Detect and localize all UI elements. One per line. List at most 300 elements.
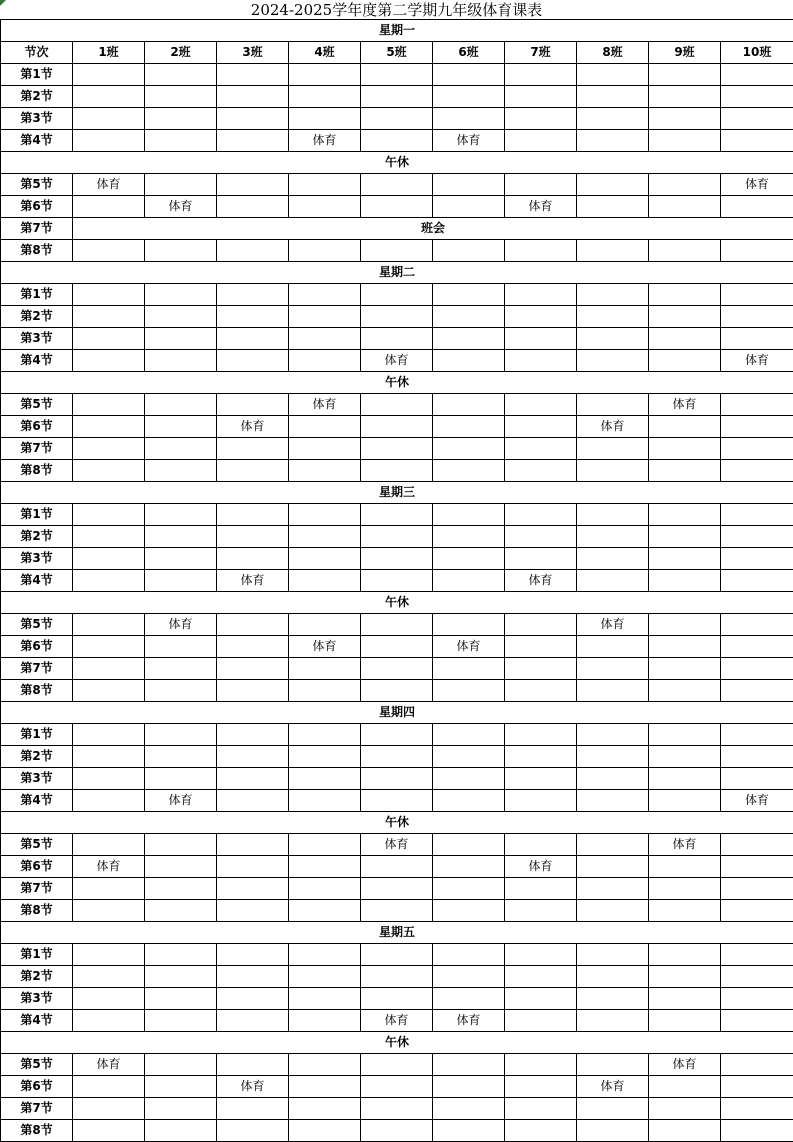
schedule-cell[interactable] xyxy=(145,570,217,592)
schedule-cell[interactable] xyxy=(433,174,505,196)
schedule-cell[interactable] xyxy=(73,526,145,548)
schedule-cell[interactable] xyxy=(505,130,577,152)
schedule-cell[interactable] xyxy=(217,790,289,812)
schedule-cell[interactable] xyxy=(505,878,577,900)
period-label[interactable]: 第6节 xyxy=(1,196,73,218)
column-header-period[interactable]: 节次 xyxy=(1,42,73,64)
schedule-cell[interactable] xyxy=(361,944,433,966)
schedule-cell[interactable] xyxy=(73,1076,145,1098)
schedule-cell[interactable] xyxy=(505,284,577,306)
schedule-cell[interactable] xyxy=(145,174,217,196)
schedule-cell[interactable] xyxy=(721,548,793,570)
schedule-cell[interactable] xyxy=(505,790,577,812)
period-label[interactable]: 第7节 xyxy=(1,438,73,460)
schedule-cell[interactable] xyxy=(721,504,793,526)
schedule-cell[interactable] xyxy=(289,768,361,790)
schedule-cell[interactable] xyxy=(145,878,217,900)
schedule-cell[interactable] xyxy=(505,526,577,548)
schedule-cell[interactable] xyxy=(577,966,649,988)
schedule-cell[interactable] xyxy=(433,988,505,1010)
schedule-cell[interactable] xyxy=(217,680,289,702)
schedule-cell[interactable] xyxy=(217,614,289,636)
schedule-cell[interactable] xyxy=(721,768,793,790)
schedule-cell[interactable] xyxy=(577,1010,649,1032)
schedule-cell[interactable] xyxy=(505,1098,577,1120)
period-label[interactable]: 第6节 xyxy=(1,636,73,658)
schedule-cell[interactable] xyxy=(217,438,289,460)
column-header-class[interactable]: 7班 xyxy=(505,42,577,64)
schedule-cell[interactable] xyxy=(289,284,361,306)
schedule-cell[interactable] xyxy=(721,526,793,548)
day-header[interactable]: 星期一 xyxy=(1,20,793,42)
schedule-cell[interactable] xyxy=(145,64,217,86)
schedule-cell[interactable] xyxy=(361,306,433,328)
schedule-cell[interactable] xyxy=(73,658,145,680)
schedule-cell[interactable] xyxy=(145,724,217,746)
period-label[interactable]: 第3节 xyxy=(1,988,73,1010)
schedule-cell[interactable] xyxy=(649,724,721,746)
schedule-cell[interactable] xyxy=(145,504,217,526)
schedule-cell[interactable] xyxy=(361,526,433,548)
schedule-cell[interactable] xyxy=(361,240,433,262)
schedule-cell[interactable] xyxy=(505,636,577,658)
schedule-cell[interactable] xyxy=(217,196,289,218)
period-label[interactable]: 第3节 xyxy=(1,768,73,790)
schedule-cell[interactable]: 体育 xyxy=(649,834,721,856)
schedule-cell[interactable] xyxy=(217,284,289,306)
schedule-cell[interactable] xyxy=(721,1098,793,1120)
period-label[interactable]: 第8节 xyxy=(1,680,73,702)
schedule-cell[interactable] xyxy=(505,108,577,130)
lunch-break-label[interactable]: 午休 xyxy=(1,812,793,834)
period-label[interactable]: 第1节 xyxy=(1,944,73,966)
schedule-cell[interactable] xyxy=(577,350,649,372)
period-label[interactable]: 第2节 xyxy=(1,306,73,328)
period-label[interactable]: 第4节 xyxy=(1,350,73,372)
schedule-cell[interactable] xyxy=(649,900,721,922)
schedule-cell[interactable] xyxy=(217,988,289,1010)
schedule-cell[interactable] xyxy=(361,658,433,680)
schedule-cell[interactable] xyxy=(361,636,433,658)
schedule-cell[interactable] xyxy=(145,746,217,768)
schedule-cell[interactable] xyxy=(433,680,505,702)
schedule-cell[interactable] xyxy=(361,548,433,570)
schedule-cell[interactable] xyxy=(721,130,793,152)
schedule-cell[interactable] xyxy=(649,966,721,988)
schedule-cell[interactable] xyxy=(361,108,433,130)
schedule-cell[interactable] xyxy=(433,834,505,856)
schedule-cell[interactable] xyxy=(577,636,649,658)
schedule-cell[interactable]: 体育 xyxy=(721,350,793,372)
schedule-cell[interactable] xyxy=(145,1098,217,1120)
schedule-cell[interactable] xyxy=(73,1010,145,1032)
schedule-cell[interactable] xyxy=(505,350,577,372)
schedule-cell[interactable] xyxy=(505,768,577,790)
schedule-cell[interactable] xyxy=(145,636,217,658)
schedule-cell[interactable] xyxy=(433,350,505,372)
schedule-cell[interactable] xyxy=(577,174,649,196)
schedule-cell[interactable] xyxy=(361,878,433,900)
schedule-cell[interactable] xyxy=(577,658,649,680)
schedule-cell[interactable] xyxy=(217,526,289,548)
schedule-cell[interactable] xyxy=(289,548,361,570)
schedule-cell[interactable] xyxy=(73,284,145,306)
schedule-cell[interactable] xyxy=(505,724,577,746)
period-label[interactable]: 第2节 xyxy=(1,746,73,768)
schedule-cell[interactable] xyxy=(721,1010,793,1032)
schedule-cell[interactable] xyxy=(577,680,649,702)
period-label[interactable]: 第4节 xyxy=(1,790,73,812)
schedule-cell[interactable] xyxy=(73,240,145,262)
schedule-cell[interactable] xyxy=(361,614,433,636)
schedule-cell[interactable] xyxy=(577,746,649,768)
schedule-cell[interactable] xyxy=(73,614,145,636)
schedule-cell[interactable] xyxy=(577,130,649,152)
schedule-cell[interactable] xyxy=(217,658,289,680)
lunch-break-label[interactable]: 午休 xyxy=(1,592,793,614)
schedule-cell[interactable] xyxy=(145,834,217,856)
schedule-cell[interactable] xyxy=(145,856,217,878)
schedule-cell[interactable] xyxy=(73,834,145,856)
period-label[interactable]: 第7节 xyxy=(1,1098,73,1120)
schedule-cell[interactable] xyxy=(577,988,649,1010)
schedule-cell[interactable] xyxy=(577,856,649,878)
schedule-cell[interactable] xyxy=(217,724,289,746)
schedule-cell[interactable] xyxy=(577,768,649,790)
schedule-cell[interactable]: 体育 xyxy=(361,1010,433,1032)
schedule-cell[interactable] xyxy=(721,680,793,702)
schedule-cell[interactable] xyxy=(289,86,361,108)
schedule-cell[interactable] xyxy=(505,614,577,636)
schedule-cell[interactable] xyxy=(289,174,361,196)
schedule-cell[interactable] xyxy=(433,306,505,328)
period-label[interactable]: 第8节 xyxy=(1,1120,73,1142)
schedule-cell[interactable] xyxy=(289,416,361,438)
schedule-cell[interactable] xyxy=(505,680,577,702)
schedule-cell[interactable] xyxy=(721,944,793,966)
schedule-cell[interactable] xyxy=(433,64,505,86)
schedule-cell[interactable] xyxy=(145,900,217,922)
schedule-cell[interactable] xyxy=(145,108,217,130)
schedule-cell[interactable] xyxy=(721,306,793,328)
schedule-cell[interactable] xyxy=(721,64,793,86)
schedule-cell[interactable] xyxy=(361,284,433,306)
schedule-cell[interactable] xyxy=(289,900,361,922)
schedule-cell[interactable]: 体育 xyxy=(289,636,361,658)
schedule-cell[interactable] xyxy=(577,108,649,130)
period-label[interactable]: 第6节 xyxy=(1,416,73,438)
period-label[interactable]: 第1节 xyxy=(1,64,73,86)
schedule-cell[interactable] xyxy=(217,856,289,878)
schedule-cell[interactable] xyxy=(505,548,577,570)
schedule-cell[interactable] xyxy=(721,108,793,130)
schedule-cell[interactable] xyxy=(145,284,217,306)
schedule-cell[interactable] xyxy=(721,438,793,460)
schedule-cell[interactable] xyxy=(433,1054,505,1076)
schedule-cell[interactable] xyxy=(73,328,145,350)
schedule-cell[interactable] xyxy=(721,196,793,218)
schedule-cell[interactable] xyxy=(505,306,577,328)
schedule-cell[interactable] xyxy=(289,834,361,856)
schedule-cell[interactable] xyxy=(433,900,505,922)
column-header-class[interactable]: 2班 xyxy=(145,42,217,64)
schedule-cell[interactable] xyxy=(505,746,577,768)
schedule-cell[interactable] xyxy=(577,196,649,218)
schedule-cell[interactable] xyxy=(721,746,793,768)
schedule-cell[interactable] xyxy=(361,328,433,350)
schedule-cell[interactable] xyxy=(649,746,721,768)
schedule-cell[interactable] xyxy=(649,240,721,262)
schedule-cell[interactable] xyxy=(361,790,433,812)
schedule-cell[interactable] xyxy=(577,878,649,900)
schedule-cell[interactable] xyxy=(577,86,649,108)
period-label[interactable]: 第4节 xyxy=(1,130,73,152)
schedule-cell[interactable] xyxy=(217,240,289,262)
schedule-cell[interactable] xyxy=(73,1120,145,1142)
schedule-cell[interactable] xyxy=(289,966,361,988)
schedule-cell[interactable] xyxy=(145,460,217,482)
day-header[interactable]: 星期二 xyxy=(1,262,793,284)
schedule-cell[interactable] xyxy=(721,724,793,746)
schedule-cell[interactable] xyxy=(649,548,721,570)
schedule-cell[interactable] xyxy=(577,504,649,526)
schedule-cell[interactable] xyxy=(289,438,361,460)
schedule-cell[interactable] xyxy=(217,504,289,526)
schedule-cell[interactable] xyxy=(721,614,793,636)
schedule-cell[interactable] xyxy=(361,570,433,592)
schedule-cell[interactable] xyxy=(361,1076,433,1098)
schedule-cell[interactable] xyxy=(577,240,649,262)
schedule-cell[interactable] xyxy=(361,1120,433,1142)
schedule-cell[interactable] xyxy=(289,988,361,1010)
schedule-cell[interactable] xyxy=(433,1076,505,1098)
column-header-class[interactable]: 3班 xyxy=(217,42,289,64)
schedule-cell[interactable] xyxy=(577,1120,649,1142)
schedule-cell[interactable] xyxy=(217,130,289,152)
period-label[interactable]: 第1节 xyxy=(1,284,73,306)
schedule-cell[interactable] xyxy=(217,394,289,416)
schedule-cell[interactable] xyxy=(721,1120,793,1142)
period-label[interactable]: 第6节 xyxy=(1,856,73,878)
schedule-cell[interactable]: 体育 xyxy=(505,196,577,218)
schedule-cell[interactable] xyxy=(433,966,505,988)
schedule-cell[interactable] xyxy=(649,1120,721,1142)
schedule-cell[interactable] xyxy=(73,460,145,482)
period-label[interactable]: 第8节 xyxy=(1,460,73,482)
day-header[interactable]: 星期五 xyxy=(1,922,793,944)
schedule-cell[interactable] xyxy=(721,284,793,306)
schedule-cell[interactable] xyxy=(361,1098,433,1120)
schedule-cell[interactable] xyxy=(217,460,289,482)
schedule-cell[interactable]: 体育 xyxy=(145,790,217,812)
schedule-cell[interactable] xyxy=(289,328,361,350)
schedule-cell[interactable] xyxy=(505,900,577,922)
schedule-cell[interactable] xyxy=(217,1098,289,1120)
schedule-cell[interactable] xyxy=(649,790,721,812)
schedule-cell[interactable] xyxy=(649,1098,721,1120)
schedule-cell[interactable]: 体育 xyxy=(721,174,793,196)
schedule-cell[interactable] xyxy=(73,504,145,526)
schedule-cell[interactable] xyxy=(361,724,433,746)
schedule-cell[interactable] xyxy=(649,614,721,636)
schedule-cell[interactable] xyxy=(505,174,577,196)
schedule-cell[interactable] xyxy=(505,988,577,1010)
schedule-cell[interactable] xyxy=(649,1010,721,1032)
schedule-cell[interactable] xyxy=(505,1054,577,1076)
schedule-cell[interactable] xyxy=(433,504,505,526)
schedule-cell[interactable] xyxy=(217,834,289,856)
schedule-cell[interactable] xyxy=(649,306,721,328)
schedule-cell[interactable] xyxy=(649,284,721,306)
schedule-cell[interactable]: 体育 xyxy=(73,1054,145,1076)
schedule-cell[interactable]: 体育 xyxy=(361,834,433,856)
schedule-cell[interactable] xyxy=(433,438,505,460)
schedule-cell[interactable] xyxy=(433,856,505,878)
period-label[interactable]: 第2节 xyxy=(1,966,73,988)
schedule-cell[interactable] xyxy=(505,64,577,86)
schedule-cell[interactable] xyxy=(649,350,721,372)
schedule-cell[interactable] xyxy=(721,900,793,922)
schedule-cell[interactable] xyxy=(361,746,433,768)
lunch-break-label[interactable]: 午休 xyxy=(1,152,793,174)
schedule-cell[interactable] xyxy=(649,658,721,680)
schedule-cell[interactable] xyxy=(289,856,361,878)
schedule-cell[interactable] xyxy=(145,350,217,372)
schedule-cell[interactable] xyxy=(361,460,433,482)
schedule-cell[interactable] xyxy=(145,306,217,328)
schedule-cell[interactable]: 体育 xyxy=(721,790,793,812)
schedule-cell[interactable] xyxy=(73,438,145,460)
schedule-cell[interactable] xyxy=(73,548,145,570)
period-label[interactable]: 第5节 xyxy=(1,394,73,416)
schedule-cell[interactable] xyxy=(289,724,361,746)
schedule-cell[interactable] xyxy=(73,680,145,702)
schedule-cell[interactable] xyxy=(145,526,217,548)
schedule-cell[interactable]: 体育 xyxy=(217,1076,289,1098)
schedule-cell[interactable] xyxy=(73,416,145,438)
schedule-cell[interactable] xyxy=(577,900,649,922)
schedule-cell[interactable] xyxy=(289,64,361,86)
schedule-cell[interactable] xyxy=(577,438,649,460)
period-label[interactable]: 第5节 xyxy=(1,614,73,636)
schedule-cell[interactable] xyxy=(433,614,505,636)
schedule-cell[interactable] xyxy=(433,394,505,416)
schedule-cell[interactable] xyxy=(433,416,505,438)
schedule-cell[interactable] xyxy=(505,1010,577,1032)
schedule-cell[interactable] xyxy=(217,878,289,900)
schedule-cell[interactable] xyxy=(721,966,793,988)
schedule-cell[interactable] xyxy=(361,394,433,416)
schedule-cell[interactable] xyxy=(505,1120,577,1142)
schedule-cell[interactable] xyxy=(649,196,721,218)
schedule-cell[interactable] xyxy=(73,636,145,658)
schedule-cell[interactable] xyxy=(433,460,505,482)
schedule-cell[interactable] xyxy=(73,944,145,966)
schedule-cell[interactable] xyxy=(73,196,145,218)
schedule-cell[interactable]: 体育 xyxy=(289,394,361,416)
schedule-cell[interactable] xyxy=(649,856,721,878)
schedule-cell[interactable] xyxy=(721,834,793,856)
period-label[interactable]: 第8节 xyxy=(1,900,73,922)
schedule-cell[interactable] xyxy=(217,900,289,922)
schedule-cell[interactable] xyxy=(73,1098,145,1120)
schedule-cell[interactable] xyxy=(73,394,145,416)
schedule-cell[interactable] xyxy=(721,856,793,878)
schedule-cell[interactable] xyxy=(361,64,433,86)
schedule-cell[interactable] xyxy=(649,416,721,438)
schedule-cell[interactable]: 体育 xyxy=(577,416,649,438)
schedule-cell[interactable] xyxy=(649,460,721,482)
schedule-cell[interactable] xyxy=(433,790,505,812)
schedule-cell[interactable] xyxy=(505,658,577,680)
schedule-cell[interactable] xyxy=(217,350,289,372)
column-header-class[interactable]: 9班 xyxy=(649,42,721,64)
schedule-cell[interactable] xyxy=(145,240,217,262)
schedule-cell[interactable]: 体育 xyxy=(577,1076,649,1098)
schedule-cell[interactable] xyxy=(577,724,649,746)
schedule-cell[interactable] xyxy=(433,570,505,592)
schedule-cell[interactable] xyxy=(649,878,721,900)
schedule-cell[interactable]: 体育 xyxy=(145,196,217,218)
schedule-cell[interactable] xyxy=(145,680,217,702)
column-header-class[interactable]: 10班 xyxy=(721,42,793,64)
period-label[interactable]: 第5节 xyxy=(1,834,73,856)
schedule-cell[interactable] xyxy=(649,526,721,548)
schedule-cell[interactable] xyxy=(433,108,505,130)
schedule-cell[interactable] xyxy=(145,1010,217,1032)
schedule-cell[interactable] xyxy=(721,570,793,592)
schedule-cell[interactable] xyxy=(649,174,721,196)
schedule-cell[interactable] xyxy=(577,394,649,416)
schedule-cell[interactable] xyxy=(433,526,505,548)
schedule-cell[interactable] xyxy=(289,790,361,812)
schedule-cell[interactable]: 体育 xyxy=(73,856,145,878)
schedule-cell[interactable] xyxy=(145,988,217,1010)
schedule-cell[interactable] xyxy=(577,64,649,86)
schedule-cell[interactable] xyxy=(289,196,361,218)
schedule-cell[interactable] xyxy=(505,328,577,350)
schedule-cell[interactable] xyxy=(721,240,793,262)
column-header-class[interactable]: 6班 xyxy=(433,42,505,64)
schedule-cell[interactable] xyxy=(433,746,505,768)
schedule-cell[interactable] xyxy=(505,416,577,438)
schedule-cell[interactable] xyxy=(217,1120,289,1142)
schedule-cell[interactable] xyxy=(289,1054,361,1076)
schedule-cell[interactable] xyxy=(577,570,649,592)
schedule-cell[interactable] xyxy=(433,878,505,900)
schedule-cell[interactable] xyxy=(721,460,793,482)
column-header-class[interactable]: 8班 xyxy=(577,42,649,64)
schedule-cell[interactable] xyxy=(73,86,145,108)
schedule-cell[interactable] xyxy=(721,86,793,108)
schedule-cell[interactable] xyxy=(145,438,217,460)
schedule-cell[interactable] xyxy=(361,900,433,922)
period-label[interactable]: 第1节 xyxy=(1,724,73,746)
schedule-cell[interactable] xyxy=(433,328,505,350)
schedule-cell[interactable] xyxy=(217,328,289,350)
schedule-cell[interactable]: 体育 xyxy=(73,174,145,196)
schedule-cell[interactable] xyxy=(145,416,217,438)
period-label[interactable]: 第5节 xyxy=(1,1054,73,1076)
schedule-cell[interactable] xyxy=(505,504,577,526)
schedule-cell[interactable] xyxy=(73,900,145,922)
period-label[interactable]: 第6节 xyxy=(1,1076,73,1098)
schedule-cell[interactable] xyxy=(433,658,505,680)
schedule-cell[interactable] xyxy=(217,1054,289,1076)
schedule-cell[interactable] xyxy=(649,680,721,702)
schedule-cell[interactable] xyxy=(361,680,433,702)
period-label[interactable]: 第3节 xyxy=(1,548,73,570)
